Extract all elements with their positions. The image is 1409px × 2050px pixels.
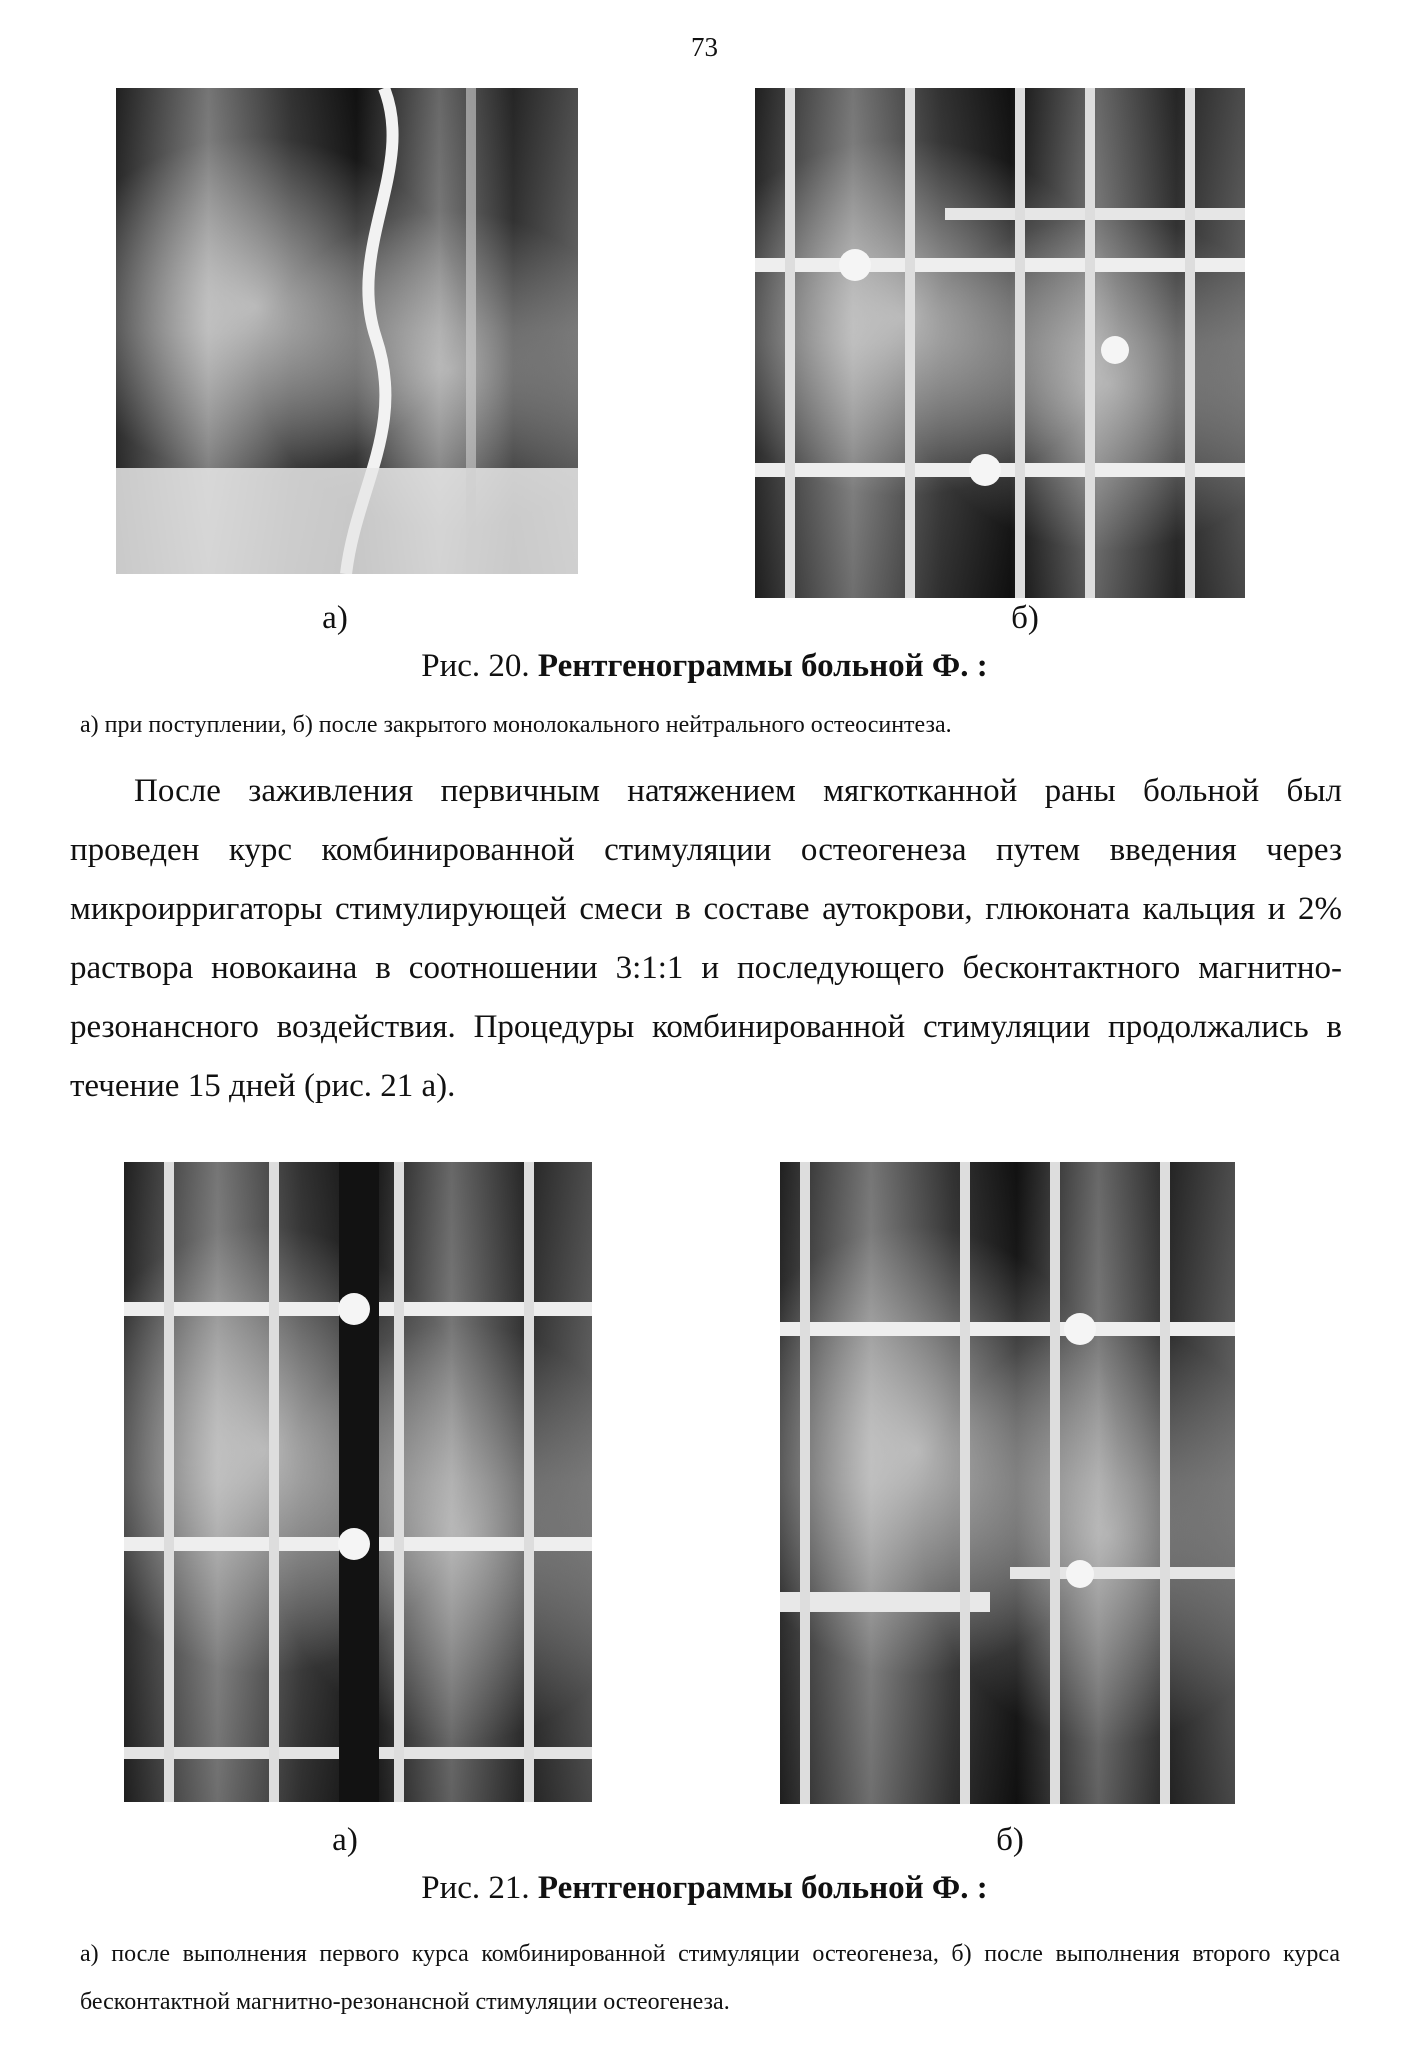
xray-image-fig20-a	[116, 88, 578, 574]
page-number: 73	[691, 32, 718, 62]
xray-image-fig21-a	[124, 1162, 592, 1802]
figure21-caption-prefix: Рис. 21.	[421, 1870, 538, 1906]
figure21-caption	[0, 1870, 1409, 1907]
body-paragraph: После заживления первичным натяжением мягкотканной раны больной был проведен курс комбинированной стимуляции остеогенеза путем введения через микроирригаторы стимулирующей смеси в составе аутокрови, глюконата кальция и 2% раствора новокаина в соотношении 3:1:1 и последующего бесконтактного магнитно-резонансного воздействия. Процедуры комбинированной стимуляции продолжались в течение 15 дней (рис. 21 а).	[70, 773, 1342, 1104]
figure21-label-b: б)	[996, 1822, 1024, 1858]
figure20-caption-title: Рентгенограммы больной Ф. :	[537, 648, 988, 684]
xray-image-fig21-b	[780, 1162, 1235, 1804]
figure20-label-a: а)	[322, 600, 348, 636]
figure20-caption-sub: а) при поступлении, б) после закрытого монолокального нейтрального остеосинтеза.	[80, 712, 952, 738]
xray-image-fig20-b	[755, 88, 1245, 598]
figure20-caption-prefix: Рис. 20.	[421, 648, 538, 684]
figure20-label-b: б)	[1011, 600, 1039, 636]
figure20-caption	[0, 648, 1409, 685]
figure21-label-a: а)	[332, 1822, 358, 1858]
figure21-caption-title: Рентгенограммы больной Ф. :	[537, 1870, 988, 1906]
figure21-caption-sub: а) после выполнения первого курса комбинированной стимуляции остеогенеза, б) после выполнения второго курса бесконтактной магнитно-резонансной стимуляции остеогенеза.	[80, 1941, 1340, 2015]
